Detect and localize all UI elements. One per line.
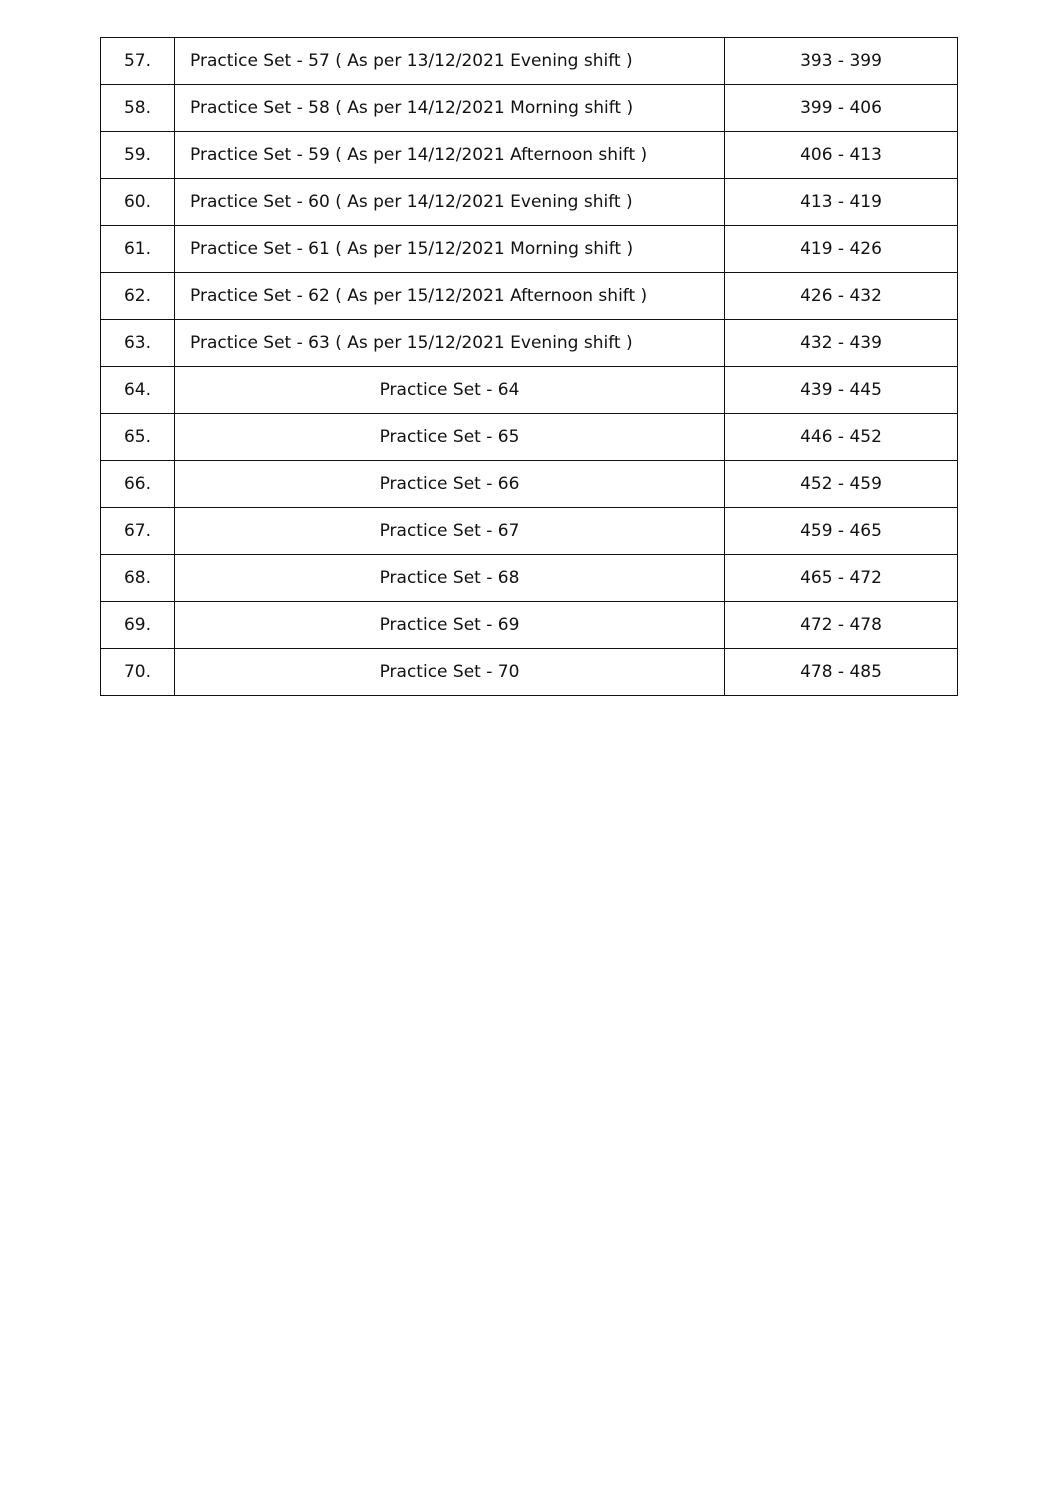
table-row <box>101 602 958 649</box>
serial-number: 62. <box>101 273 175 320</box>
table-row <box>101 414 958 461</box>
practice-set-title: Practice Set - 59 ( As per 14/12/2021 Afternoon shift ) <box>175 132 725 179</box>
practice-set-title: Practice Set - 63 ( As per 15/12/2021 Evening shift ) <box>175 320 725 367</box>
serial-number: 61. <box>101 226 175 273</box>
practice-set-title: Practice Set - 66 <box>175 461 725 508</box>
page-range: 399 - 406 <box>725 85 958 132</box>
page-range: 465 - 472 <box>725 555 958 602</box>
page-range: 406 - 413 <box>725 132 958 179</box>
serial-number: 65. <box>101 414 175 461</box>
page-range: 393 - 399 <box>725 38 958 85</box>
serial-number: 70. <box>101 649 175 696</box>
practice-set-title: Practice Set - 57 ( As per 13/12/2021 Evening shift ) <box>175 38 725 85</box>
practice-set-title: Practice Set - 62 ( As per 15/12/2021 Afternoon shift ) <box>175 273 725 320</box>
serial-number: 60. <box>101 179 175 226</box>
serial-number: 64. <box>101 367 175 414</box>
page-range: 459 - 465 <box>725 508 958 555</box>
table-row <box>101 508 958 555</box>
table-row <box>101 132 958 179</box>
serial-number: 57. <box>101 38 175 85</box>
practice-set-title: Practice Set - 67 <box>175 508 725 555</box>
table-row <box>101 85 958 132</box>
table-row <box>101 179 958 226</box>
practice-set-title: Practice Set - 70 <box>175 649 725 696</box>
practice-set-title: Practice Set - 69 <box>175 602 725 649</box>
practice-set-title: Practice Set - 65 <box>175 414 725 461</box>
page-range: 478 - 485 <box>725 649 958 696</box>
table-row <box>101 38 958 85</box>
page-range: 439 - 445 <box>725 367 958 414</box>
page-range: 452 - 459 <box>725 461 958 508</box>
practice-set-title: Practice Set - 64 <box>175 367 725 414</box>
practice-set-title: Practice Set - 68 <box>175 555 725 602</box>
page-range: 446 - 452 <box>725 414 958 461</box>
table-row <box>101 320 958 367</box>
page-range: 426 - 432 <box>725 273 958 320</box>
table-row <box>101 226 958 273</box>
serial-number: 63. <box>101 320 175 367</box>
serial-number: 59. <box>101 132 175 179</box>
serial-number: 68. <box>101 555 175 602</box>
table-row <box>101 649 958 696</box>
practice-set-title: Practice Set - 61 ( As per 15/12/2021 Morning shift ) <box>175 226 725 273</box>
page-range: 432 - 439 <box>725 320 958 367</box>
practice-set-title: Practice Set - 58 ( As per 14/12/2021 Morning shift ) <box>175 85 725 132</box>
practice-set-title: Practice Set - 60 ( As per 14/12/2021 Evening shift ) <box>175 179 725 226</box>
table-row <box>101 461 958 508</box>
serial-number: 67. <box>101 508 175 555</box>
contents-table <box>100 37 958 696</box>
page-range: 419 - 426 <box>725 226 958 273</box>
serial-number: 66. <box>101 461 175 508</box>
table-row <box>101 273 958 320</box>
serial-number: 69. <box>101 602 175 649</box>
table-row <box>101 367 958 414</box>
serial-number: 58. <box>101 85 175 132</box>
table-row <box>101 555 958 602</box>
page-range: 472 - 478 <box>725 602 958 649</box>
page-range: 413 - 419 <box>725 179 958 226</box>
